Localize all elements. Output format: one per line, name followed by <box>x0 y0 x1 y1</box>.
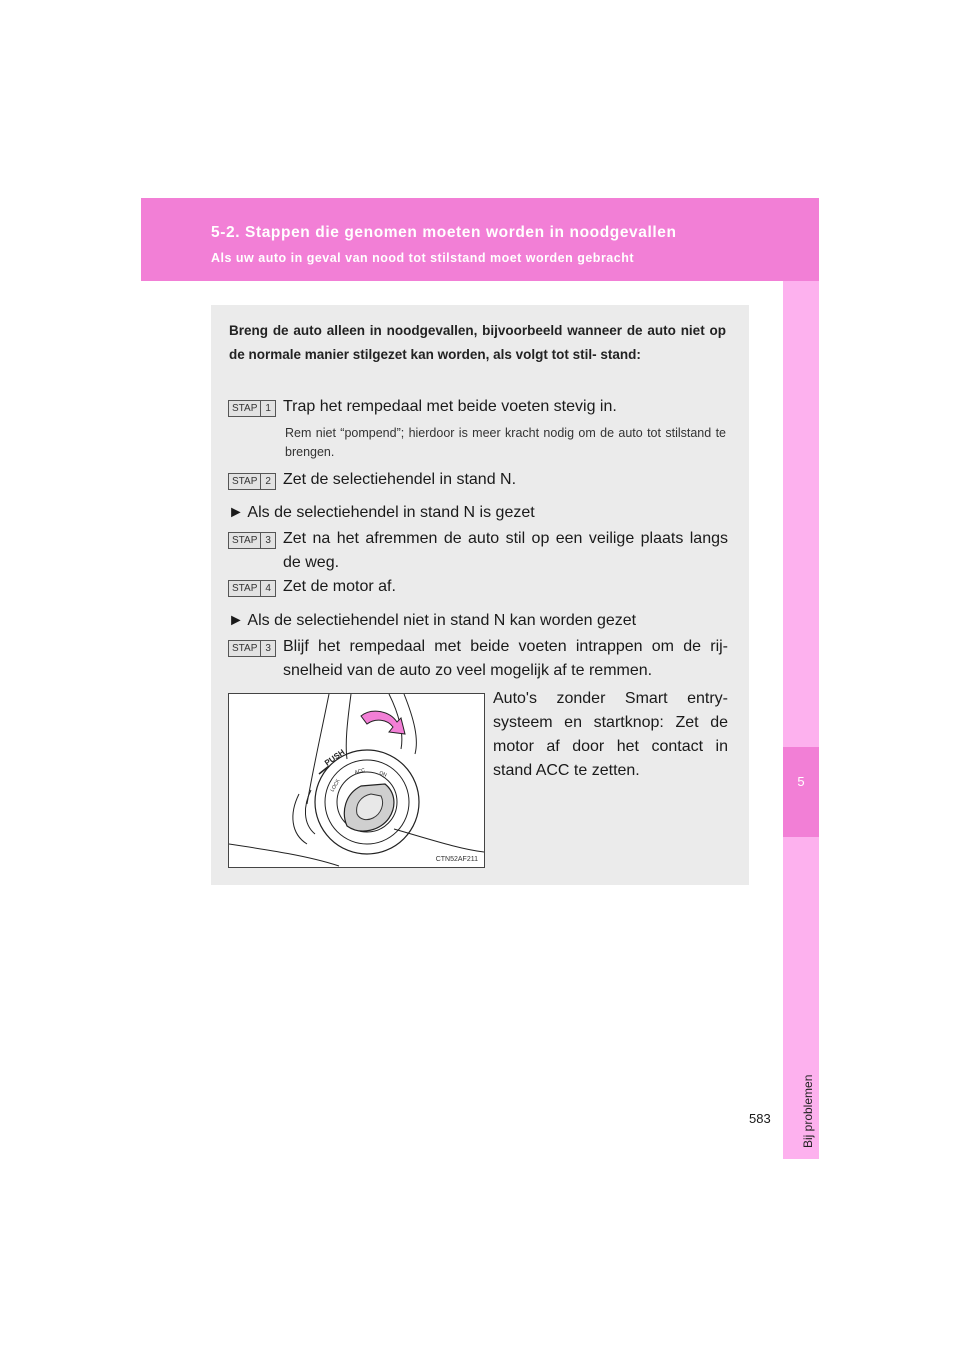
chapter-header <box>141 198 819 281</box>
chapter-number-box <box>783 747 819 837</box>
step-note: Rem niet “pompend”; hierdoor is meer kracht nodig om de auto tot stilstand te brengen. <box>285 426 726 459</box>
step-badge <box>228 473 276 490</box>
condition-heading <box>228 501 728 525</box>
procedure-panel <box>211 305 749 885</box>
step-text: Trap het rempedaal met beide voeten stevig in. <box>283 398 617 415</box>
intro-text: Breng de auto alleen in noodgevallen, bijvoorbeeld wanneer de auto niet op de normale manier stilgezet kan worden, als volgt tot stil- stand: <box>229 323 726 362</box>
step-text: Blijf het rempedaal met beide voeten intrappen om de rij- snelheid van de auto zo veel mogelijk af te remmen. <box>283 638 728 679</box>
condition-text: Als de selectiehendel in stand N is gezet <box>247 504 535 521</box>
triangle-right-icon: ► <box>228 612 244 629</box>
triangle-right-icon: ► <box>228 504 244 521</box>
ignition-key-figure <box>228 693 485 868</box>
step-badge <box>228 580 276 597</box>
step-text: Zet de selectiehendel in stand N. <box>283 471 517 488</box>
condition-text: Als de selectiehendel niet in stand N kan worden gezet <box>247 612 637 629</box>
step-badge-number: 4 <box>260 581 275 596</box>
condition-heading <box>228 609 728 633</box>
step-badge <box>228 640 276 657</box>
step-badge-number: 3 <box>260 533 275 548</box>
subsection-title: Als uw auto in geval van nood tot stilstand moet worden gebracht <box>211 251 635 265</box>
on-label: ON <box>378 770 388 779</box>
acc-label: ACC <box>353 767 366 776</box>
step-badge-number: 1 <box>260 401 275 416</box>
step-badge <box>228 532 276 549</box>
section-title: 5-2. Stappen die genomen moeten worden in noodgevallen <box>211 224 677 241</box>
ignition-illustration <box>229 694 484 867</box>
chapter-title: Bij problemen <box>801 1074 815 1148</box>
lock-label: LOCK <box>329 778 342 793</box>
page-number: 583 <box>749 1111 771 1126</box>
step-text: Auto's zonder Smart entry- systeem en startknop: Zet de motor af door het contact in stand ACC te zetten. <box>493 690 728 779</box>
step-badge <box>228 400 276 417</box>
step-badge-label: STAP <box>232 476 258 487</box>
chapter-side-tab <box>783 281 819 1159</box>
step-text: Zet de motor af. <box>283 578 396 595</box>
rotation-arrow-icon <box>361 711 405 734</box>
step-badge-label: STAP <box>232 403 258 414</box>
figure-caption: CTN52AF211 <box>435 856 478 863</box>
push-label: PUSH <box>322 747 347 768</box>
step-badge-label: STAP <box>232 643 258 654</box>
step-badge-number: 2 <box>260 474 275 489</box>
step-text: Zet na het afremmen de auto stil op een veilige plaats langs de weg. <box>283 530 728 571</box>
step-badge-label: STAP <box>232 535 258 546</box>
chapter-number: 5 <box>797 774 805 789</box>
step-badge-number: 3 <box>260 641 275 656</box>
step-badge-label: STAP <box>232 583 258 594</box>
